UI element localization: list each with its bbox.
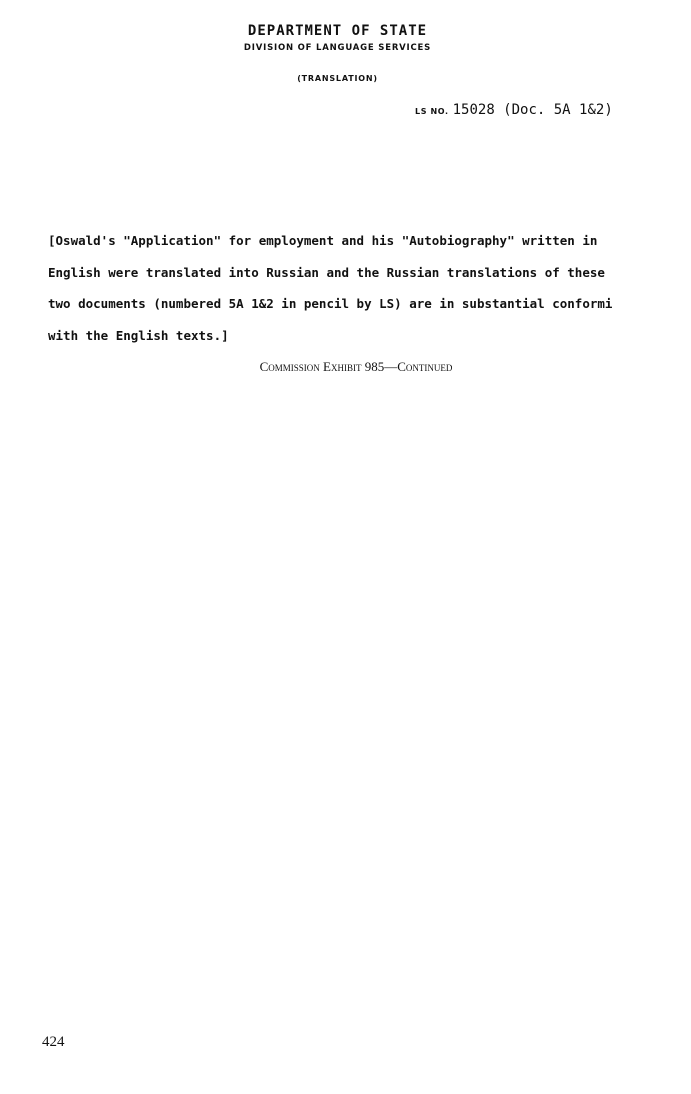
body-paragraph (48, 229, 691, 355)
division-heading: DIVISION OF LANGUAGE SERVICES (243, 43, 432, 53)
document-reference (415, 102, 613, 118)
exhibit-caption: Commission Exhibit 985—Continued (259, 359, 453, 374)
body-line: two documents (numbered 5A 1&2 in pencil by LS) are in substantial conformi (48, 296, 613, 311)
body-line: [Oswald's "Application" for employment and his "Autobiography" written in (48, 233, 598, 248)
page-number: 424 (42, 1034, 65, 1050)
translation-label: (TRANSLATION) (297, 74, 378, 83)
department-heading: DEPARTMENT OF STATE (247, 23, 428, 39)
body-line: with the English texts.] (48, 327, 229, 343)
reference-prefix: LS NO. (415, 107, 449, 116)
body-line: English were translated into Russian and the Russian translations of these (48, 264, 605, 280)
reference-number: 15028 (Doc. 5A 1&2) (452, 102, 613, 118)
